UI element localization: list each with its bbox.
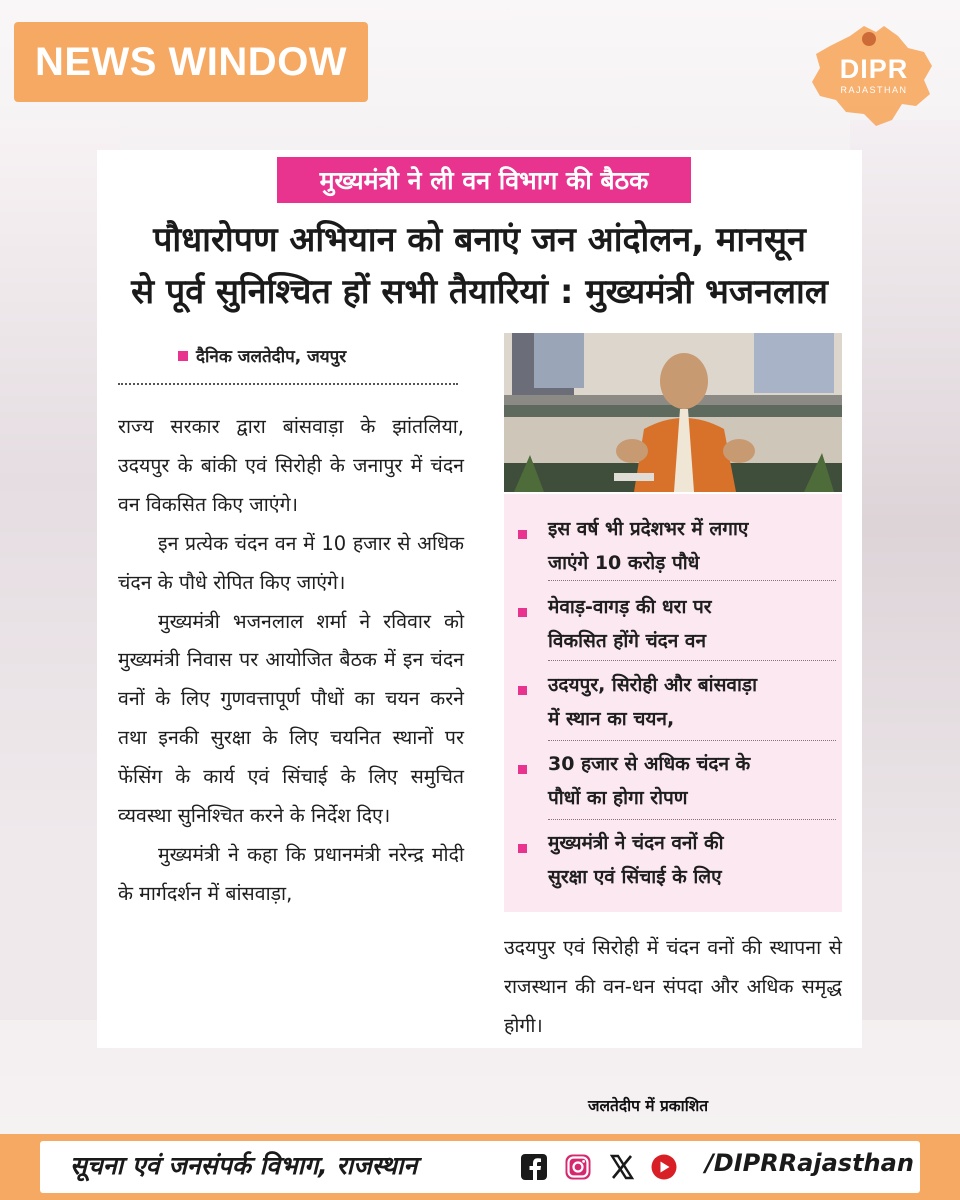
- highlight-text: [548, 747, 830, 815]
- paragraph: मुख्यमंत्री ने कहा कि प्रधानमंत्री नरेन्द्र मोदी के मार्गदर्शन में बांसवाड़ा,: [118, 842, 464, 905]
- highlight-line: पौधों का होगा रोपण: [548, 787, 688, 809]
- bullet-marker: [518, 686, 527, 695]
- dotted-divider: [548, 580, 836, 581]
- bullet-marker: [518, 530, 527, 539]
- department-name: सूचना एवं जनसंपर्क विभाग, राजस्थान: [70, 1151, 418, 1180]
- paragraph: इन प्रत्येक चंदन वन में 10 हजार से अधिक चंदन के पौधे रोपित किए जाएंगे।: [118, 531, 464, 594]
- published-note: जलतेदीप में प्रकाशित: [588, 1097, 709, 1115]
- highlight-line: सुरक्षा एवं सिंचाई के लिए: [548, 866, 722, 888]
- highlight-line: मुख्यमंत्री ने चंदन वनों की: [548, 832, 724, 854]
- highlight-line: में स्थान का चयन,: [548, 708, 675, 730]
- highlight-line: इस वर्ष भी प्रदेशभर में लगाए: [548, 518, 749, 540]
- headline-line-2: से पूर्व सुनिश्चित हों सभी तैयारियां : मुख्यमंत्री भजनलाल: [131, 272, 828, 312]
- headline: [97, 214, 862, 318]
- article-body-right: उदयपुर एवं सिरोही में चंदन वनों की स्थापना से राजस्थान की वन-धन संपदा और अधिक समृद्ध होगी।: [504, 936, 842, 1037]
- news-window-tab: [14, 22, 368, 102]
- dotted-divider: [548, 819, 836, 820]
- dateline: [178, 344, 346, 367]
- dateline-marker: [178, 351, 188, 361]
- highlight-text: [548, 590, 830, 658]
- highlights-box: [504, 494, 842, 912]
- highlight-text: [548, 512, 830, 580]
- kicker-text: मुख्यमंत्री ने ली वन विभाग की बैठक: [319, 166, 649, 195]
- meeting-photo: [504, 333, 842, 492]
- logo-name: DIPR: [839, 54, 909, 84]
- logo-subtitle: RAJASTHAN: [840, 85, 908, 95]
- highlight-line: जाएंगे 10 करोड़ पौधे: [548, 552, 700, 574]
- bullet-marker: [518, 608, 527, 617]
- highlight-line: विकसित होंगे चंदन वन: [548, 630, 707, 652]
- highlight-text: [548, 826, 830, 894]
- dateline-text: दैनिक जलतेदीप, जयपुर: [196, 347, 347, 367]
- instagram-icon[interactable]: [564, 1153, 592, 1181]
- highlight-line: 30 हजार से अधिक चंदन के: [548, 753, 751, 775]
- social-handle[interactable]: /DIPRRajasthan: [705, 1149, 914, 1177]
- dotted-divider: [548, 660, 836, 661]
- article-body-left: [118, 408, 464, 914]
- paragraph: राज्य सरकार द्वारा बांसवाड़ा के झांतलिया, उदयपुर के बांकी एवं सिरोही के जनापुर में चंदन वन विकसित किए जाएंगे।: [118, 415, 464, 516]
- highlight-line: उदयपुर, सिरोही और बांसवाड़ा: [548, 674, 758, 696]
- x-icon[interactable]: [608, 1153, 636, 1181]
- background-blur-right: [850, 120, 960, 1020]
- dotted-divider: [548, 740, 836, 741]
- headline-line-1: पौधारोपण अभियान को बनाएं जन आंदोलन, मानसून: [153, 220, 806, 260]
- bullet-marker: [518, 844, 527, 853]
- bullet-marker: [518, 765, 527, 774]
- highlight-text: [548, 668, 830, 736]
- highlight-line: मेवाड़-वागड़ की धरा पर: [548, 596, 712, 618]
- paragraph: मुख्यमंत्री भजनलाल शर्मा ने रविवार को मुख्यमंत्री निवास पर आयोजित बैठक में इन चंदन वनों के लिए गुणवत्तापूर्ण पौधों का चयन करने तथा इनकी सुरक्षा के लिए चयनित स्थानों पर फेंसिंग के कार्य एवं सिंचाई के लिए समुचित व्यवस्था सुनिश्चित करने के निर्देश दिए।: [118, 609, 464, 828]
- youtube-icon[interactable]: [648, 1153, 680, 1181]
- news-window-label: NEWS WINDOW: [34, 39, 348, 84]
- kicker-banner: [277, 157, 691, 203]
- dotted-divider: [118, 383, 458, 385]
- facebook-icon[interactable]: [520, 1153, 548, 1181]
